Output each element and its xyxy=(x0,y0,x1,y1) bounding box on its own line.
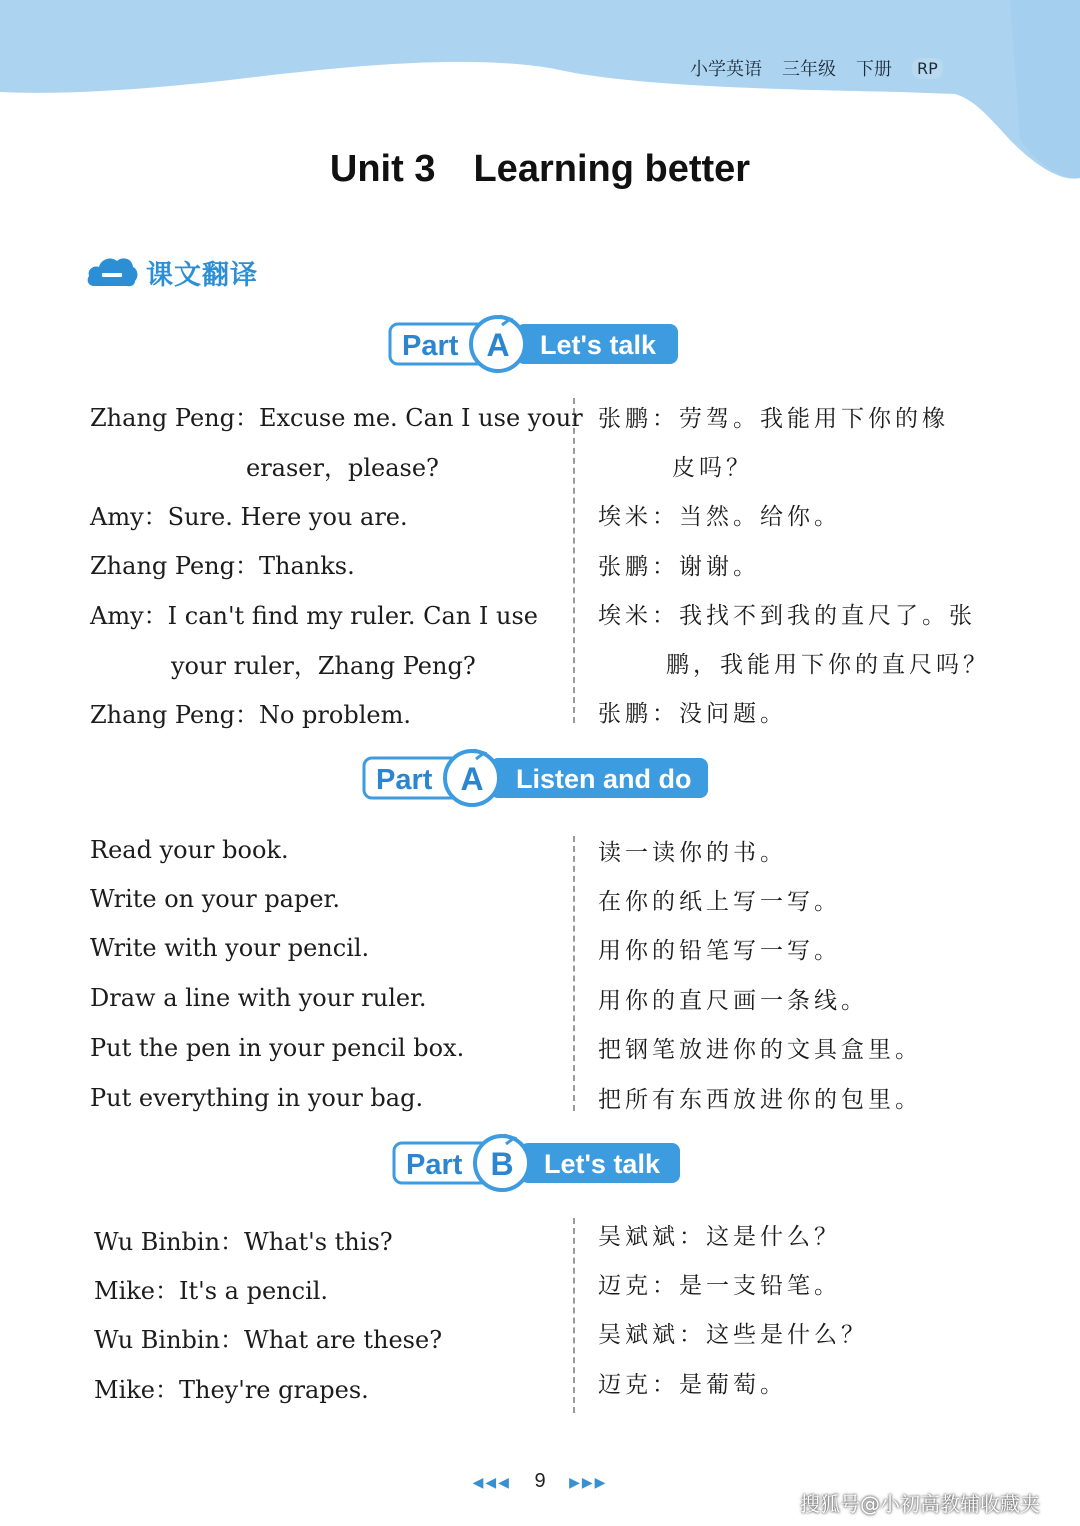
instruction-line: Write on your paper. xyxy=(90,885,341,913)
translation-line: 把所有东西放进你的包里。 xyxy=(598,1087,922,1113)
part-letter: A xyxy=(486,327,510,363)
dialogue-line: Amy：I can't find my ruler. Can I use xyxy=(90,602,538,630)
unit-number: Unit 3 xyxy=(329,148,436,190)
unit-title xyxy=(0,148,1080,191)
translation-line: 吴斌斌：这些是什么？ xyxy=(598,1322,868,1348)
cloud-icon xyxy=(86,252,138,292)
dialogue-line: Zhang Peng：Thanks. xyxy=(90,552,355,580)
translation-line: 皮吗？ xyxy=(672,455,753,481)
dialogue-line: eraser，please? xyxy=(246,454,439,482)
dialogue-line: Zhang Peng：Excuse me. Can I use your xyxy=(90,404,583,432)
translation-line: 鹏，我能用下你的直尺吗？ xyxy=(666,652,990,678)
instruction-line: Put the pen in your pencil box. xyxy=(90,1034,465,1062)
part-b-lets-talk-banner xyxy=(392,1131,684,1197)
dialogue-line: Wu Binbin：What are these? xyxy=(94,1326,443,1354)
translation-line: 读一读你的书。 xyxy=(598,840,787,866)
part-a-listen-and-do-banner xyxy=(362,746,712,812)
dialogue-line: Mike：They're grapes. xyxy=(94,1376,369,1404)
part-subtitle: Let's talk xyxy=(544,1149,660,1179)
part-letter: B xyxy=(490,1146,514,1182)
instruction-line: Read your book. xyxy=(90,836,289,864)
translation-line: 迈克：是葡萄。 xyxy=(598,1372,787,1398)
translation-line: 埃米：当然。给你。 xyxy=(598,504,841,530)
page-number: 9 xyxy=(534,1470,546,1492)
dialogue-line: Wu Binbin：What's this? xyxy=(94,1228,393,1256)
right-arrows-icon: ▶▶▶ xyxy=(569,1474,608,1490)
translation-line: 吴斌斌：这是什么？ xyxy=(598,1224,841,1250)
dialogue-line: Zhang Peng：No problem. xyxy=(90,701,411,729)
dialogue-line: Amy：Sure. Here you are. xyxy=(90,503,408,531)
section-heading-label: 课文翻译 xyxy=(146,259,258,291)
column-divider xyxy=(573,836,575,1111)
section-heading xyxy=(86,252,258,292)
translation-line: 张鹏：劳驾。我能用下你的橡 xyxy=(598,406,949,432)
part-letter: A xyxy=(460,761,484,797)
translation-line: 用你的直尺画一条线。 xyxy=(598,988,868,1014)
dialogue-line: your ruler，Zhang Peng? xyxy=(171,652,476,680)
header-volume: 下册 xyxy=(856,59,892,80)
part-a-lets-talk-banner xyxy=(388,312,683,378)
column-divider xyxy=(573,1218,575,1413)
header-subject: 小学英语 xyxy=(690,59,762,80)
header-grade: 三年级 xyxy=(782,59,836,80)
column-divider xyxy=(573,398,575,723)
header-book-info xyxy=(690,55,943,81)
part-word: Part xyxy=(376,764,433,796)
instruction-line: Write with your pencil. xyxy=(90,934,370,962)
translation-line: 张鹏：谢谢。 xyxy=(598,554,760,580)
watermark: 搜狐号@小初高教辅收藏夹 xyxy=(800,1492,1040,1516)
translation-line: 张鹏：没问题。 xyxy=(598,701,787,727)
header-edition-badge: RP xyxy=(912,58,943,79)
instruction-line: Draw a line with your ruler. xyxy=(90,984,427,1012)
translation-line: 埃米：我找不到我的直尺了。张 xyxy=(598,603,976,629)
translation-line: 把钢笔放进你的文具盒里。 xyxy=(598,1037,922,1063)
translation-line: 迈克：是一支铅笔。 xyxy=(598,1273,841,1299)
left-arrows-icon: ◀◀◀ xyxy=(472,1474,511,1490)
part-word: Part xyxy=(402,330,459,362)
part-subtitle: Listen and do xyxy=(516,764,692,794)
translation-line: 在你的纸上写一写。 xyxy=(598,889,841,915)
instruction-line: Put everything in your bag. xyxy=(90,1084,424,1112)
part-word: Part xyxy=(406,1149,463,1181)
dialogue-line: Mike：It's a pencil. xyxy=(94,1277,329,1305)
part-subtitle: Let's talk xyxy=(540,330,656,360)
translation-line: 用你的铅笔写一写。 xyxy=(598,938,841,964)
unit-name: Learning better xyxy=(473,148,751,190)
